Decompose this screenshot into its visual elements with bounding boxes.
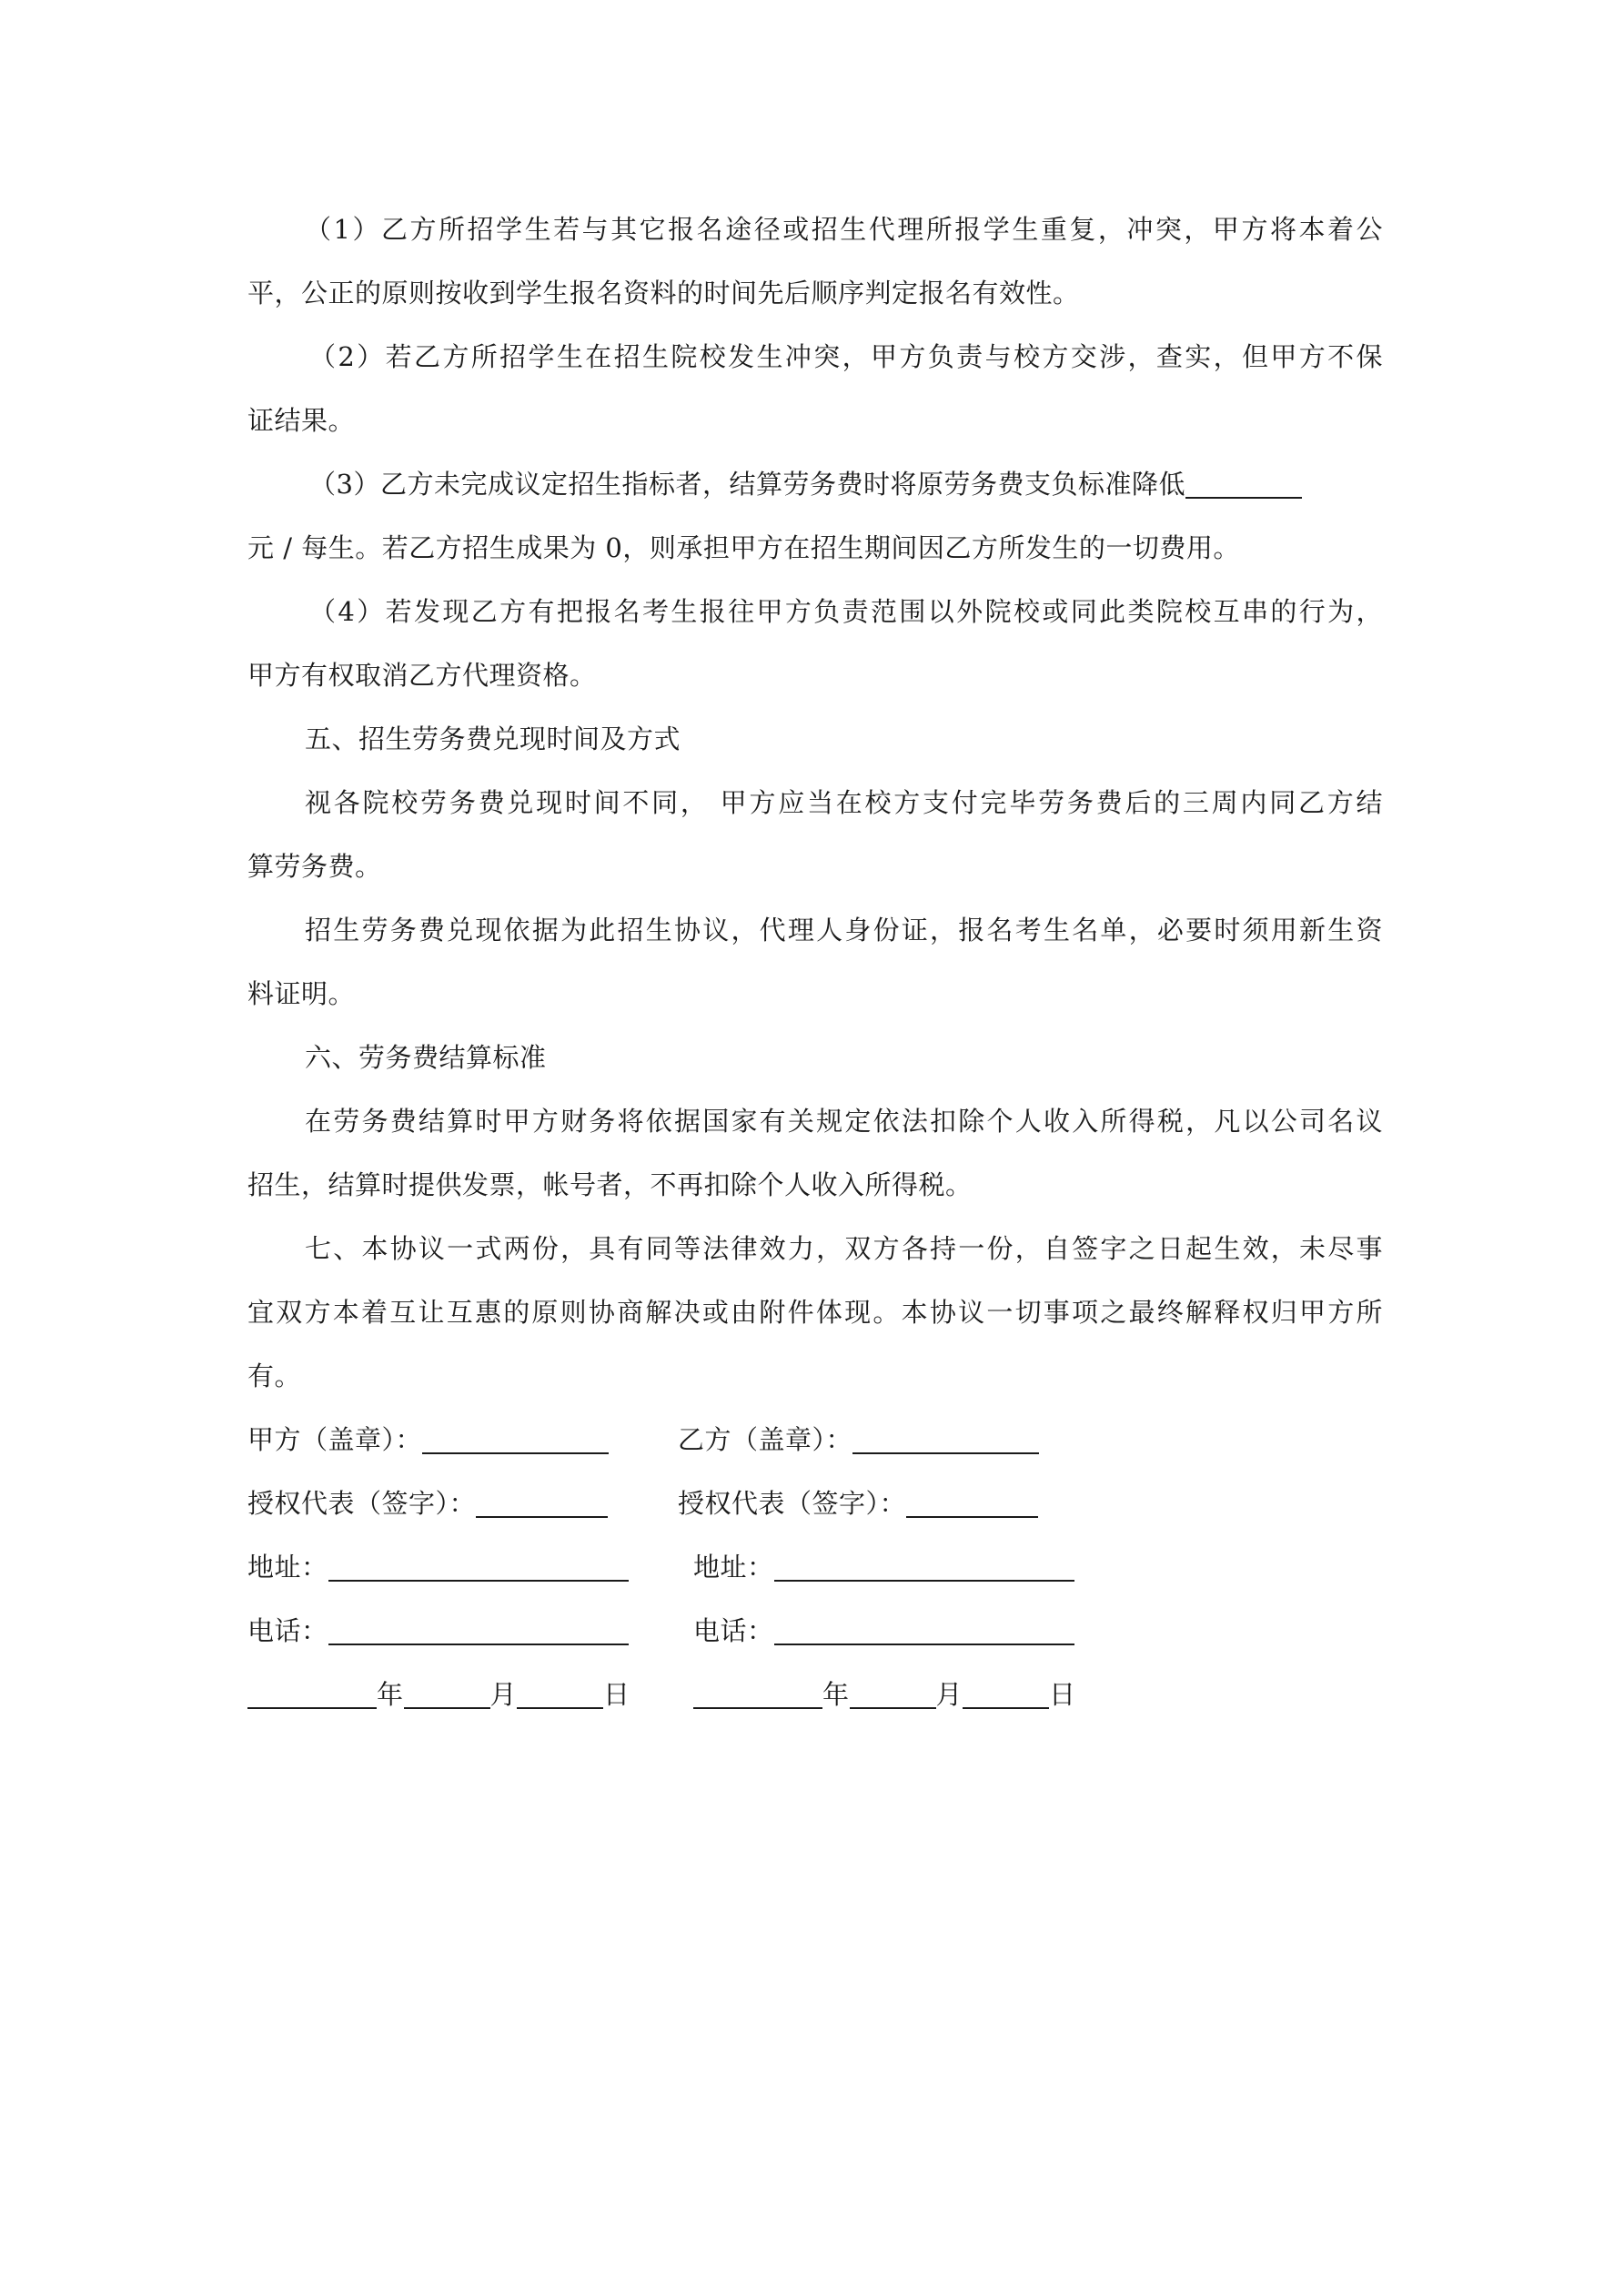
party-a-seal-blank: [422, 1425, 609, 1454]
date-a-month-blank: [404, 1680, 490, 1709]
section-5-para-2-line-1: 招生劳务费兑现依据为此招生协议，代理人身份证，报名考生名单，必要时须用新生资: [305, 915, 1383, 946]
address-b-row: [693, 1549, 1074, 1585]
date-b-day-label: 日: [1049, 1679, 1076, 1710]
section-7-line-2: 宜双方本着互让互惠的原则协商解决或由附件体现。本协议一切事项之最终解释权归甲方所: [247, 1297, 1383, 1328]
clause-1-line-2: 平，公正的原则按收到学生报名资料的时间先后顺序判定报名有效性。: [247, 278, 1080, 308]
date-a-day-blank: [517, 1680, 603, 1709]
auth-rep-a-row: [247, 1485, 608, 1522]
address-b-blank: [774, 1553, 1074, 1582]
date-b-row: [693, 1676, 1076, 1713]
section-5-para-2-line-2: 料证明。: [247, 978, 356, 1009]
auth-rep-b-blank: [906, 1489, 1038, 1518]
phone-b-row: [693, 1613, 1074, 1649]
date-a-year-blank: [247, 1680, 377, 1709]
clause-4-line-2: 甲方有权取消乙方代理资格。: [247, 660, 597, 691]
party-b-seal-label: 乙方（盖章）：: [678, 1424, 853, 1455]
phone-a-blank: [328, 1616, 629, 1645]
clause-3-text: （3）乙方未完成议定招生指标者，结算劳务费时将原劳务费支负标准降低: [309, 469, 1185, 500]
clause-3-line-2: 元 / 每生。若乙方招生成果为 0，则承担甲方在招生期间因乙方所发生的一切费用。: [247, 532, 1240, 563]
party-a-seal-row: [247, 1421, 609, 1458]
date-b-month-blank: [850, 1680, 936, 1709]
date-b-day-blank: [963, 1680, 1049, 1709]
reduction-amount-blank: [1185, 470, 1302, 499]
phone-b-label: 电话：: [693, 1615, 774, 1646]
auth-rep-b-label: 授权代表（签字）：: [678, 1488, 907, 1519]
party-b-seal-blank: [852, 1425, 1039, 1454]
date-b-year-blank: [693, 1680, 822, 1709]
auth-rep-a-blank: [476, 1489, 608, 1518]
date-a-day-label: 日: [603, 1679, 630, 1710]
section-6-para-1-line-2: 招生，结算时提供发票，帐号者，不再扣除个人收入所得税。: [247, 1169, 973, 1200]
date-b-month-label: 月: [935, 1679, 963, 1710]
auth-rep-a-label: 授权代表（签字）：: [247, 1488, 477, 1519]
party-a-seal-label: 甲方（盖章）：: [247, 1424, 423, 1455]
clause-1-line-1: （1）乙方所招学生若与其它报名途径或招生代理所报学生重复，冲突，甲方将本着公: [305, 214, 1383, 245]
clause-4-line-1: （4）若发现乙方有把报名考生报往甲方负责范围以外院校或同此类院校互串的行为，: [309, 596, 1383, 627]
section-5-para-1-line-2: 算劳务费。: [247, 851, 382, 882]
section-6-heading: 六、劳务费结算标准: [305, 1042, 547, 1073]
section-5-para-1-line-1: 视各院校劳务费兑现时间不同， 甲方应当在校方支付完毕劳务费后的三周内同乙方结: [305, 787, 1383, 818]
section-6-para-1-line-1: 在劳务费结算时甲方财务将依据国家有关规定依法扣除个人收入所得税，凡以公司名议: [305, 1106, 1383, 1137]
clause-2-line-2: 证结果。: [247, 405, 356, 436]
address-a-label: 地址：: [247, 1552, 328, 1583]
date-a-year-label: 年: [377, 1679, 404, 1710]
party-b-seal-row: [678, 1421, 1039, 1458]
date-b-year-label: 年: [822, 1679, 850, 1710]
clause-2-line-1: （2）若乙方所招学生在招生院校发生冲突，甲方负责与校方交涉，查实，但甲方不保: [309, 341, 1383, 372]
address-a-blank: [328, 1553, 629, 1582]
section-7-line-1: 七、本协议一式两份，具有同等法律效力，双方各持一份，自签字之日起生效，未尽事: [305, 1233, 1383, 1264]
auth-rep-b-row: [678, 1485, 1038, 1522]
address-b-label: 地址：: [693, 1552, 774, 1583]
section-7-line-3: 有。: [247, 1360, 302, 1391]
date-a-month-label: 月: [489, 1679, 518, 1710]
date-a-row: [247, 1676, 630, 1713]
phone-b-blank: [774, 1616, 1074, 1645]
address-a-row: [247, 1549, 629, 1585]
clause-3-line-1: [309, 466, 1302, 502]
section-5-heading: 五、招生劳务费兑现时间及方式: [305, 723, 681, 754]
phone-a-row: [247, 1613, 629, 1649]
phone-a-label: 电话：: [247, 1615, 328, 1646]
